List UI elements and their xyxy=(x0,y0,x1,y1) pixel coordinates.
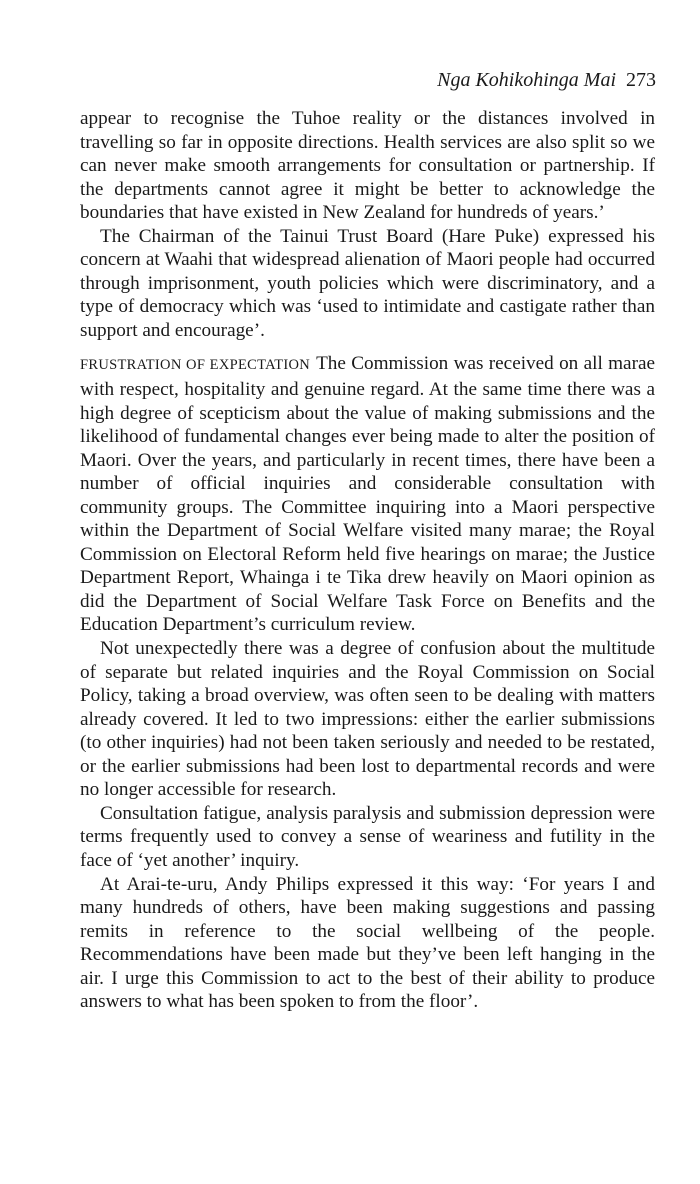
paragraph-text: Not unexpectedly there was a degree of confusion about the multitude of separate but related inquiries and the Royal Commission on Social Policy, taking a broad overview, was often seen to be dealing with matters already covered. It led to two impressions: either the earlier submissions (to other inquiries) had not been taken seriously and needed to be restated, or the earlier submissions had been lost to departmental records and were no longer accessible for research. xyxy=(80,638,655,801)
paragraph-text: Consultation fatigue, analysis paralysis and submission depression were terms frequently used to convey a sense of weariness and futility in the face of ‘yet another’ inquiry. xyxy=(80,802,655,871)
body-text xyxy=(80,107,655,1014)
paragraph-text: The Commission was received on all marae with respect, hospitality and genuine regard. At the same time there was a high degree of scepticism about the value of making submissions and the likelihood of fundamental changes ever being made to alter the position of Maori. Over the years, and particularly in recent times, there have been a number of official inquiries and considerable consultation with community groups. The Committee inquiring into a Maori perspective within the Department of Social Welfare visited many marae; the Royal Commission on Electoral Reform held five hearings on marae; the Justice Department Report, Whainga i te Tika drew heavily on Maori opinion as did the Department of Social Welfare Task Force on Benefits and the Education Department’s curriculum review. xyxy=(80,353,655,636)
section-heading: FRUSTRATION OF EXPECTATION xyxy=(80,357,311,374)
paragraph-continuation xyxy=(80,107,655,225)
paragraph-arai-te-uru xyxy=(80,873,655,1014)
running-head xyxy=(437,68,656,92)
paragraph-frustration-of-expectation xyxy=(80,352,655,637)
paragraph-confusion-inquiries xyxy=(80,637,655,802)
paragraph-text: The Chairman of the Tainui Trust Board (Hare Puke) expressed his concern at Waahi that widespread alienation of Maori people had occurred through imprisonment, youth policies which were discriminatory, and a type of democracy which was ‘used to intimidate and castigate rather than support and encourage’. xyxy=(80,225,655,341)
page-number: 273 xyxy=(626,69,656,91)
paragraph-text: appear to recognise the Tuhoe reality or the distances involved in travelling so far in opposite directions. Health services are also split so we can never make smooth arrangements for consultation or partnership. If the departments cannot agree it might be better to acknowledge the boundaries that have existed in New Zealand for hundreds of years.’ xyxy=(80,108,655,224)
paragraph-consultation-fatigue xyxy=(80,802,655,873)
paragraph-text: At Arai-te-uru, Andy Philips expressed it this way: ‘For years I and many hundreds of others, have been making suggestions and passing remits in reference to the social wellbeing of the people. Recommendations have been made but they’ve been left hanging in the air. I urge this Commission to act to the best of their ability to produce answers to what has been spoken to from the floor’. xyxy=(80,873,655,1013)
paragraph-tainui-chairman xyxy=(80,225,655,343)
running-head-title: Nga Kohikohinga Mai xyxy=(437,69,616,91)
